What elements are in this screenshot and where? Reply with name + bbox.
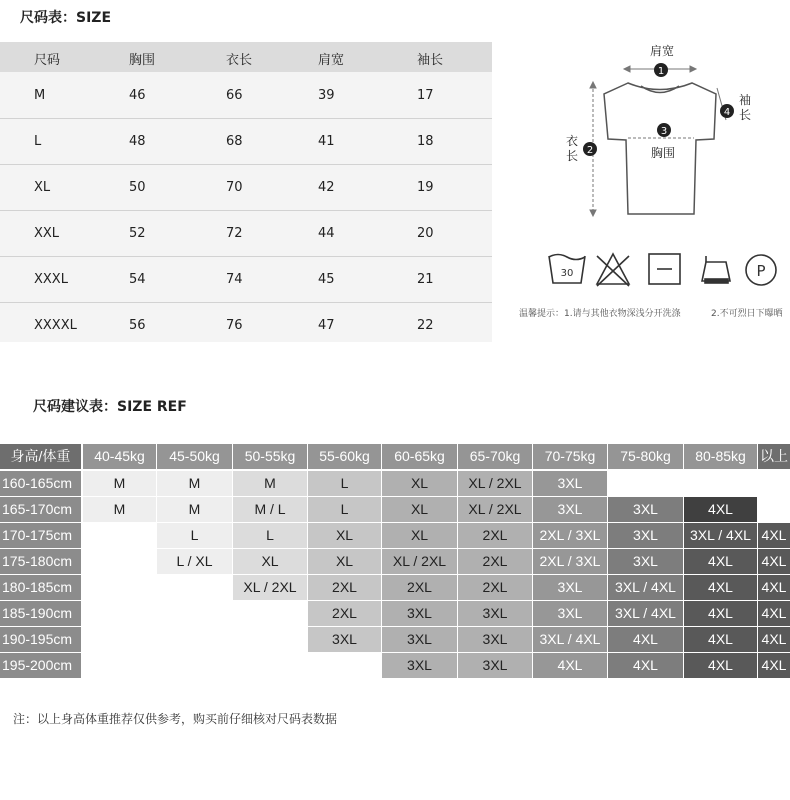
care-note-2: 2.不可烈日下曝晒: [711, 309, 783, 319]
size-ref-cell: 2XL: [382, 575, 457, 600]
size-cell: 22: [417, 318, 434, 333]
size-ref-cell: L: [233, 523, 307, 548]
size-ref-cell: 4XL: [758, 601, 790, 626]
size-ref-cell: 2XL: [458, 523, 532, 548]
size-header-cell: 衣长: [226, 53, 253, 68]
size-cell: XL: [34, 180, 51, 195]
size-ref-cell: 3XL: [382, 601, 457, 626]
height-header: 195-200cm: [0, 653, 81, 678]
size-ref-cell: [83, 549, 156, 574]
size-ref-cell: XL / 2XL: [382, 549, 457, 574]
size-ref-cell: [157, 627, 232, 652]
size-ref-cell: [608, 471, 683, 496]
height-header: 165-170cm: [0, 497, 81, 522]
size-ref-cell: XL / 2XL: [458, 497, 532, 522]
corner-header: 身高/体重: [0, 444, 81, 469]
size-ref-cell: 4XL: [758, 653, 790, 678]
size-ref-cell: 3XL: [382, 653, 457, 678]
size-cell: 41: [318, 134, 335, 149]
size-ref-cell: 3XL: [533, 575, 607, 600]
length-number: 2: [586, 145, 594, 156]
size-cell: 42: [318, 180, 335, 195]
size-ref-cell: 3XL: [608, 497, 683, 522]
size-ref-cell: 3XL: [382, 627, 457, 652]
size-ref-cell: 4XL: [758, 549, 790, 574]
size-ref-cell: 3XL: [533, 497, 607, 522]
size-ref-cell: L: [308, 497, 381, 522]
size-cell: 44: [318, 226, 335, 241]
size-header-cell: 肩宽: [318, 53, 345, 68]
size-cell: 39: [318, 88, 335, 103]
size-ref-cell: XL: [382, 497, 457, 522]
size-cell: 21: [417, 272, 434, 287]
size-cell: 17: [417, 88, 434, 103]
height-header: 170-175cm: [0, 523, 81, 548]
size-ref-cell: M: [83, 497, 156, 522]
size-cell: 68: [226, 134, 243, 149]
size-header-cell: 尺码: [34, 53, 61, 68]
size-ref-cell: XL: [308, 549, 381, 574]
size-cell: 70: [226, 180, 243, 195]
size-ref-cell: [758, 497, 790, 522]
height-header: 180-185cm: [0, 575, 81, 600]
size-cell: 50: [129, 180, 146, 195]
size-ref-cell: [83, 575, 156, 600]
size-ref-cell: 3XL: [458, 627, 532, 652]
size-cell: L: [34, 134, 42, 149]
size-ref-cell: [233, 653, 307, 678]
size-ref-cell: 4XL: [684, 653, 757, 678]
size-ref-cell: 2XL: [308, 601, 381, 626]
size-cell: 56: [129, 318, 146, 333]
care-note: 温馨提示：1.请与其他衣物深浅分开洗涤: [519, 309, 681, 319]
size-ref-cell: [157, 653, 232, 678]
weight-header: 60-65kg: [382, 444, 457, 469]
size-ref-cell: M: [233, 471, 307, 496]
size-ref-cell: [83, 653, 156, 678]
size-ref-cell: 3XL: [533, 601, 607, 626]
no-bleach-icon: [597, 254, 629, 286]
size-ref-cell: 3XL: [308, 627, 381, 652]
size-ref-cell: 2XL / 3XL: [533, 523, 607, 548]
size-ref-cell: [83, 601, 156, 626]
size-cell: 47: [318, 318, 335, 333]
length-label-2: 长: [566, 149, 579, 163]
chest-number: 3: [660, 126, 668, 137]
size-ref-cell: 3XL: [533, 471, 607, 496]
size-ref-cell: [308, 653, 381, 678]
size-ref-cell: 4XL: [758, 627, 790, 652]
size-ref-cell: 2XL: [458, 575, 532, 600]
chest-label: 胸围: [651, 146, 676, 160]
height-header: 190-195cm: [0, 627, 81, 652]
size-cell: 20: [417, 226, 434, 241]
size-cell: 46: [129, 88, 146, 103]
weight-header: 70-75kg: [533, 444, 607, 469]
size-ref-cell: 4XL: [758, 575, 790, 600]
size-cell: XXL: [34, 226, 60, 241]
size-cell: XXXL: [34, 272, 68, 287]
size-ref-cell: XL / 2XL: [458, 471, 532, 496]
size-ref-cell: 3XL: [458, 653, 532, 678]
size-cell: 18: [417, 134, 434, 149]
size-ref-cell: 4XL: [608, 653, 683, 678]
weight-header: 50-55kg: [233, 444, 307, 469]
weight-header: 80-85kg: [684, 444, 757, 469]
size-ref-cell: 3XL / 4XL: [608, 601, 683, 626]
sleeve-label-1: 袖: [739, 93, 752, 107]
weight-header: 55-60kg: [308, 444, 381, 469]
size-cell: 48: [129, 134, 146, 149]
size-cell: 66: [226, 88, 243, 103]
size-header-cell: 胸围: [129, 53, 156, 68]
size-ref-cell: [233, 601, 307, 626]
wash-temp: 30: [560, 268, 574, 279]
size-ref-cell: [83, 523, 156, 548]
size-ref-cell: L / XL: [157, 549, 232, 574]
size-ref-cell: 4XL: [684, 627, 757, 652]
size-cell: 45: [318, 272, 335, 287]
bottom-note: 注：以上身高体重推荐仅供参考，购买前仔细核对尺码表数据: [13, 712, 338, 726]
size-ref-cell: 4XL: [684, 497, 757, 522]
size-ref-cell: 2XL / 3XL: [533, 549, 607, 574]
size-cell: 76: [226, 318, 243, 333]
size-header-cell: 袖长: [417, 53, 444, 68]
size-ref-cell: 4XL: [684, 601, 757, 626]
size-ref-cell: M / L: [233, 497, 307, 522]
size-ref-cell: 4XL: [608, 627, 683, 652]
size-ref-cell: XL: [308, 523, 381, 548]
height-header: 185-190cm: [0, 601, 81, 626]
size-cell: 72: [226, 226, 243, 241]
size-ref-cell: [233, 627, 307, 652]
size-ref-cell: 4XL: [533, 653, 607, 678]
size-ref-cell: [758, 471, 790, 496]
size-ref-cell: M: [157, 471, 232, 496]
size-ref-cell: M: [157, 497, 232, 522]
size-ref-cell: 4XL: [684, 575, 757, 600]
tumble-dry-icon: [649, 254, 680, 284]
size-ref-cell: 3XL / 4XL: [533, 627, 607, 652]
length-label-1: 衣: [566, 134, 579, 148]
size-cell: 19: [417, 180, 434, 195]
size-cell: M: [34, 88, 46, 103]
shoulder-number: 1: [657, 66, 665, 77]
size-ref-cell: 3XL / 4XL: [608, 575, 683, 600]
size-ref-cell: [684, 471, 757, 496]
size-ref-cell: XL: [382, 523, 457, 548]
size-ref-cell: [157, 575, 232, 600]
size-ref-cell: 2XL: [308, 575, 381, 600]
dry-clean-letter: P: [756, 262, 766, 280]
sleeve-number: 4: [723, 107, 731, 118]
size-cell: XXXXL: [34, 318, 77, 333]
size-ref-cell: XL / 2XL: [233, 575, 307, 600]
size-ref-cell: M: [83, 471, 156, 496]
size-cell: 52: [129, 226, 146, 241]
weight-header: 40-45kg: [83, 444, 156, 469]
size-ref-table: [0, 444, 790, 680]
height-header: 175-180cm: [0, 549, 81, 574]
size-ref-cell: 4XL: [684, 549, 757, 574]
iron-icon: [702, 256, 730, 283]
weight-header: 65-70kg: [458, 444, 532, 469]
size-table-title: 尺码表：SIZE: [20, 10, 112, 26]
size-ref-cell: XL: [233, 549, 307, 574]
size-ref-cell: 3XL: [458, 601, 532, 626]
sleeve-label-2: 长: [739, 108, 752, 122]
size-cell: 74: [226, 272, 243, 287]
weight-header: 45-50kg: [157, 444, 232, 469]
size-ref-cell: L: [157, 523, 232, 548]
weight-header: 以上: [758, 444, 790, 469]
size-ref-cell: XL: [382, 471, 457, 496]
tshirt-diagram: [0, 0, 790, 330]
size-ref-cell: 3XL: [608, 523, 683, 548]
size-ref-cell: L: [308, 471, 381, 496]
height-header: 160-165cm: [0, 471, 81, 496]
size-ref-title: 尺码建议表：SIZE REF: [33, 399, 187, 415]
size-ref-cell: 4XL: [758, 523, 790, 548]
size-ref-cell: 3XL / 4XL: [684, 523, 757, 548]
size-ref-cell: 3XL: [608, 549, 683, 574]
weight-header: 75-80kg: [608, 444, 683, 469]
size-ref-cell: [83, 627, 156, 652]
shoulder-label: 肩宽: [650, 44, 675, 58]
size-ref-cell: [157, 601, 232, 626]
size-ref-cell: 2XL: [458, 549, 532, 574]
size-cell: 54: [129, 272, 146, 287]
